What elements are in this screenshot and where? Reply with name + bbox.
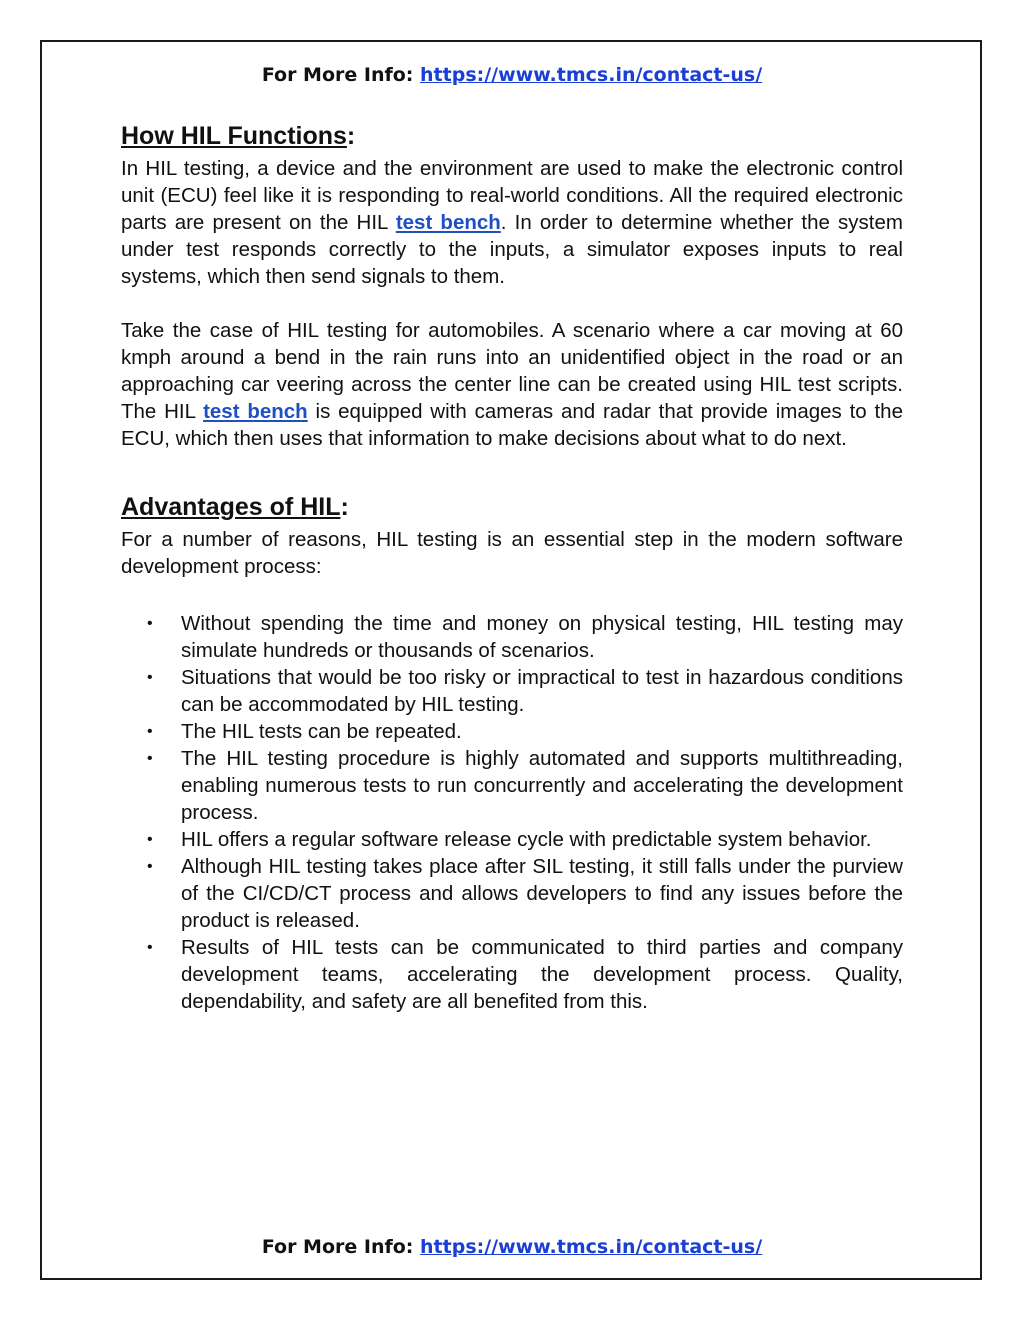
list-item-text: Situations that would be too risky or impractical to test in hazardous conditions can be accommodated by HIL testing.	[181, 666, 903, 716]
section-heading-how-hil-text: How HIL Functions	[121, 122, 347, 150]
paragraph-how-hil-1	[121, 155, 903, 290]
list-item-text: The HIL tests can be repeated.	[181, 720, 462, 743]
advantages-list	[121, 610, 903, 1015]
paragraph-text: Take the case of HIL testing for automobiles. A scenario where a car moving at 60 kmph around a bend in the rain runs into an unidentified object in the road or an approaching car veering across the center line can be created using HIL test scripts. The HIL	[121, 319, 903, 423]
list-item	[147, 610, 903, 664]
list-item	[147, 745, 903, 826]
footer-contact-link[interactable]: https://www.tmcs.in/contact-us/	[420, 1236, 763, 1258]
section-heading-how-hil	[121, 117, 903, 155]
section-heading-advantages-text: Advantages of HIL	[121, 493, 341, 521]
header-contact-link[interactable]: https://www.tmcs.in/contact-us/	[420, 64, 763, 86]
paragraph-gap	[121, 290, 903, 317]
bullet-icon: •	[147, 723, 153, 740]
paragraph-text: is equipped with cameras and radar that provide images to the ECU, which then uses that information to make decisions about what to do next.	[121, 400, 903, 450]
list-item	[147, 853, 903, 934]
test-bench-link-2[interactable]: test bench	[203, 400, 308, 423]
section-heading-advantages	[121, 488, 903, 526]
bullet-icon: •	[147, 939, 153, 956]
header-info-label: For More Info:	[261, 64, 414, 86]
list-item	[147, 664, 903, 718]
bullet-icon: •	[147, 750, 153, 767]
list-item-text: The HIL testing procedure is highly automated and supports multithreading, enabling numerous tests to run concurrently and accelerating the development process.	[181, 747, 903, 824]
list-item	[147, 718, 903, 745]
paragraph-text: . In order to determine whether the system under test responds correctly to the inputs, a simulator exposes inputs to real systems, which then send signals to them.	[121, 211, 903, 288]
bullet-icon: •	[147, 831, 153, 848]
paragraph-how-hil-2	[121, 317, 903, 452]
document-body	[121, 117, 903, 1015]
test-bench-link-1[interactable]: test bench	[395, 211, 501, 234]
section-gap	[121, 452, 903, 488]
list-item	[147, 934, 903, 1015]
section-heading-how-hil-colon: :	[346, 122, 356, 150]
bullet-icon: •	[147, 669, 153, 686]
list-item	[147, 826, 903, 853]
section-heading-advantages-colon: :	[340, 493, 349, 521]
paragraph-text: In HIL testing, a device and the environment are used to make the electronic control unit (ECU) feel like it is responding to real-world conditions. All the required electronic parts are present on the HIL	[121, 157, 903, 234]
footer-info-label: For More Info:	[261, 1236, 414, 1258]
bullet-icon: •	[147, 858, 153, 875]
list-gap	[121, 580, 903, 610]
bullet-icon: •	[147, 615, 153, 632]
footer-info	[0, 1236, 1024, 1258]
header-info	[0, 64, 1024, 86]
paragraph-advantages-intro: For a number of reasons, HIL testing is an essential step in the modern software development process:	[121, 528, 903, 578]
list-item-text: Without spending the time and money on physical testing, HIL testing may simulate hundreds or thousands of scenarios.	[181, 612, 903, 662]
list-item-text: Although HIL testing takes place after SIL testing, it still falls under the purview of the CI/CD/CT process and allows developers to find any issues before the product is released.	[181, 855, 903, 932]
list-item-text: Results of HIL tests can be communicated to third parties and company development teams, accelerating the development process. Quality, dependability, and safety are all benefited from this.	[181, 936, 903, 1013]
list-item-text: HIL offers a regular software release cycle with predictable system behavior.	[181, 828, 872, 851]
